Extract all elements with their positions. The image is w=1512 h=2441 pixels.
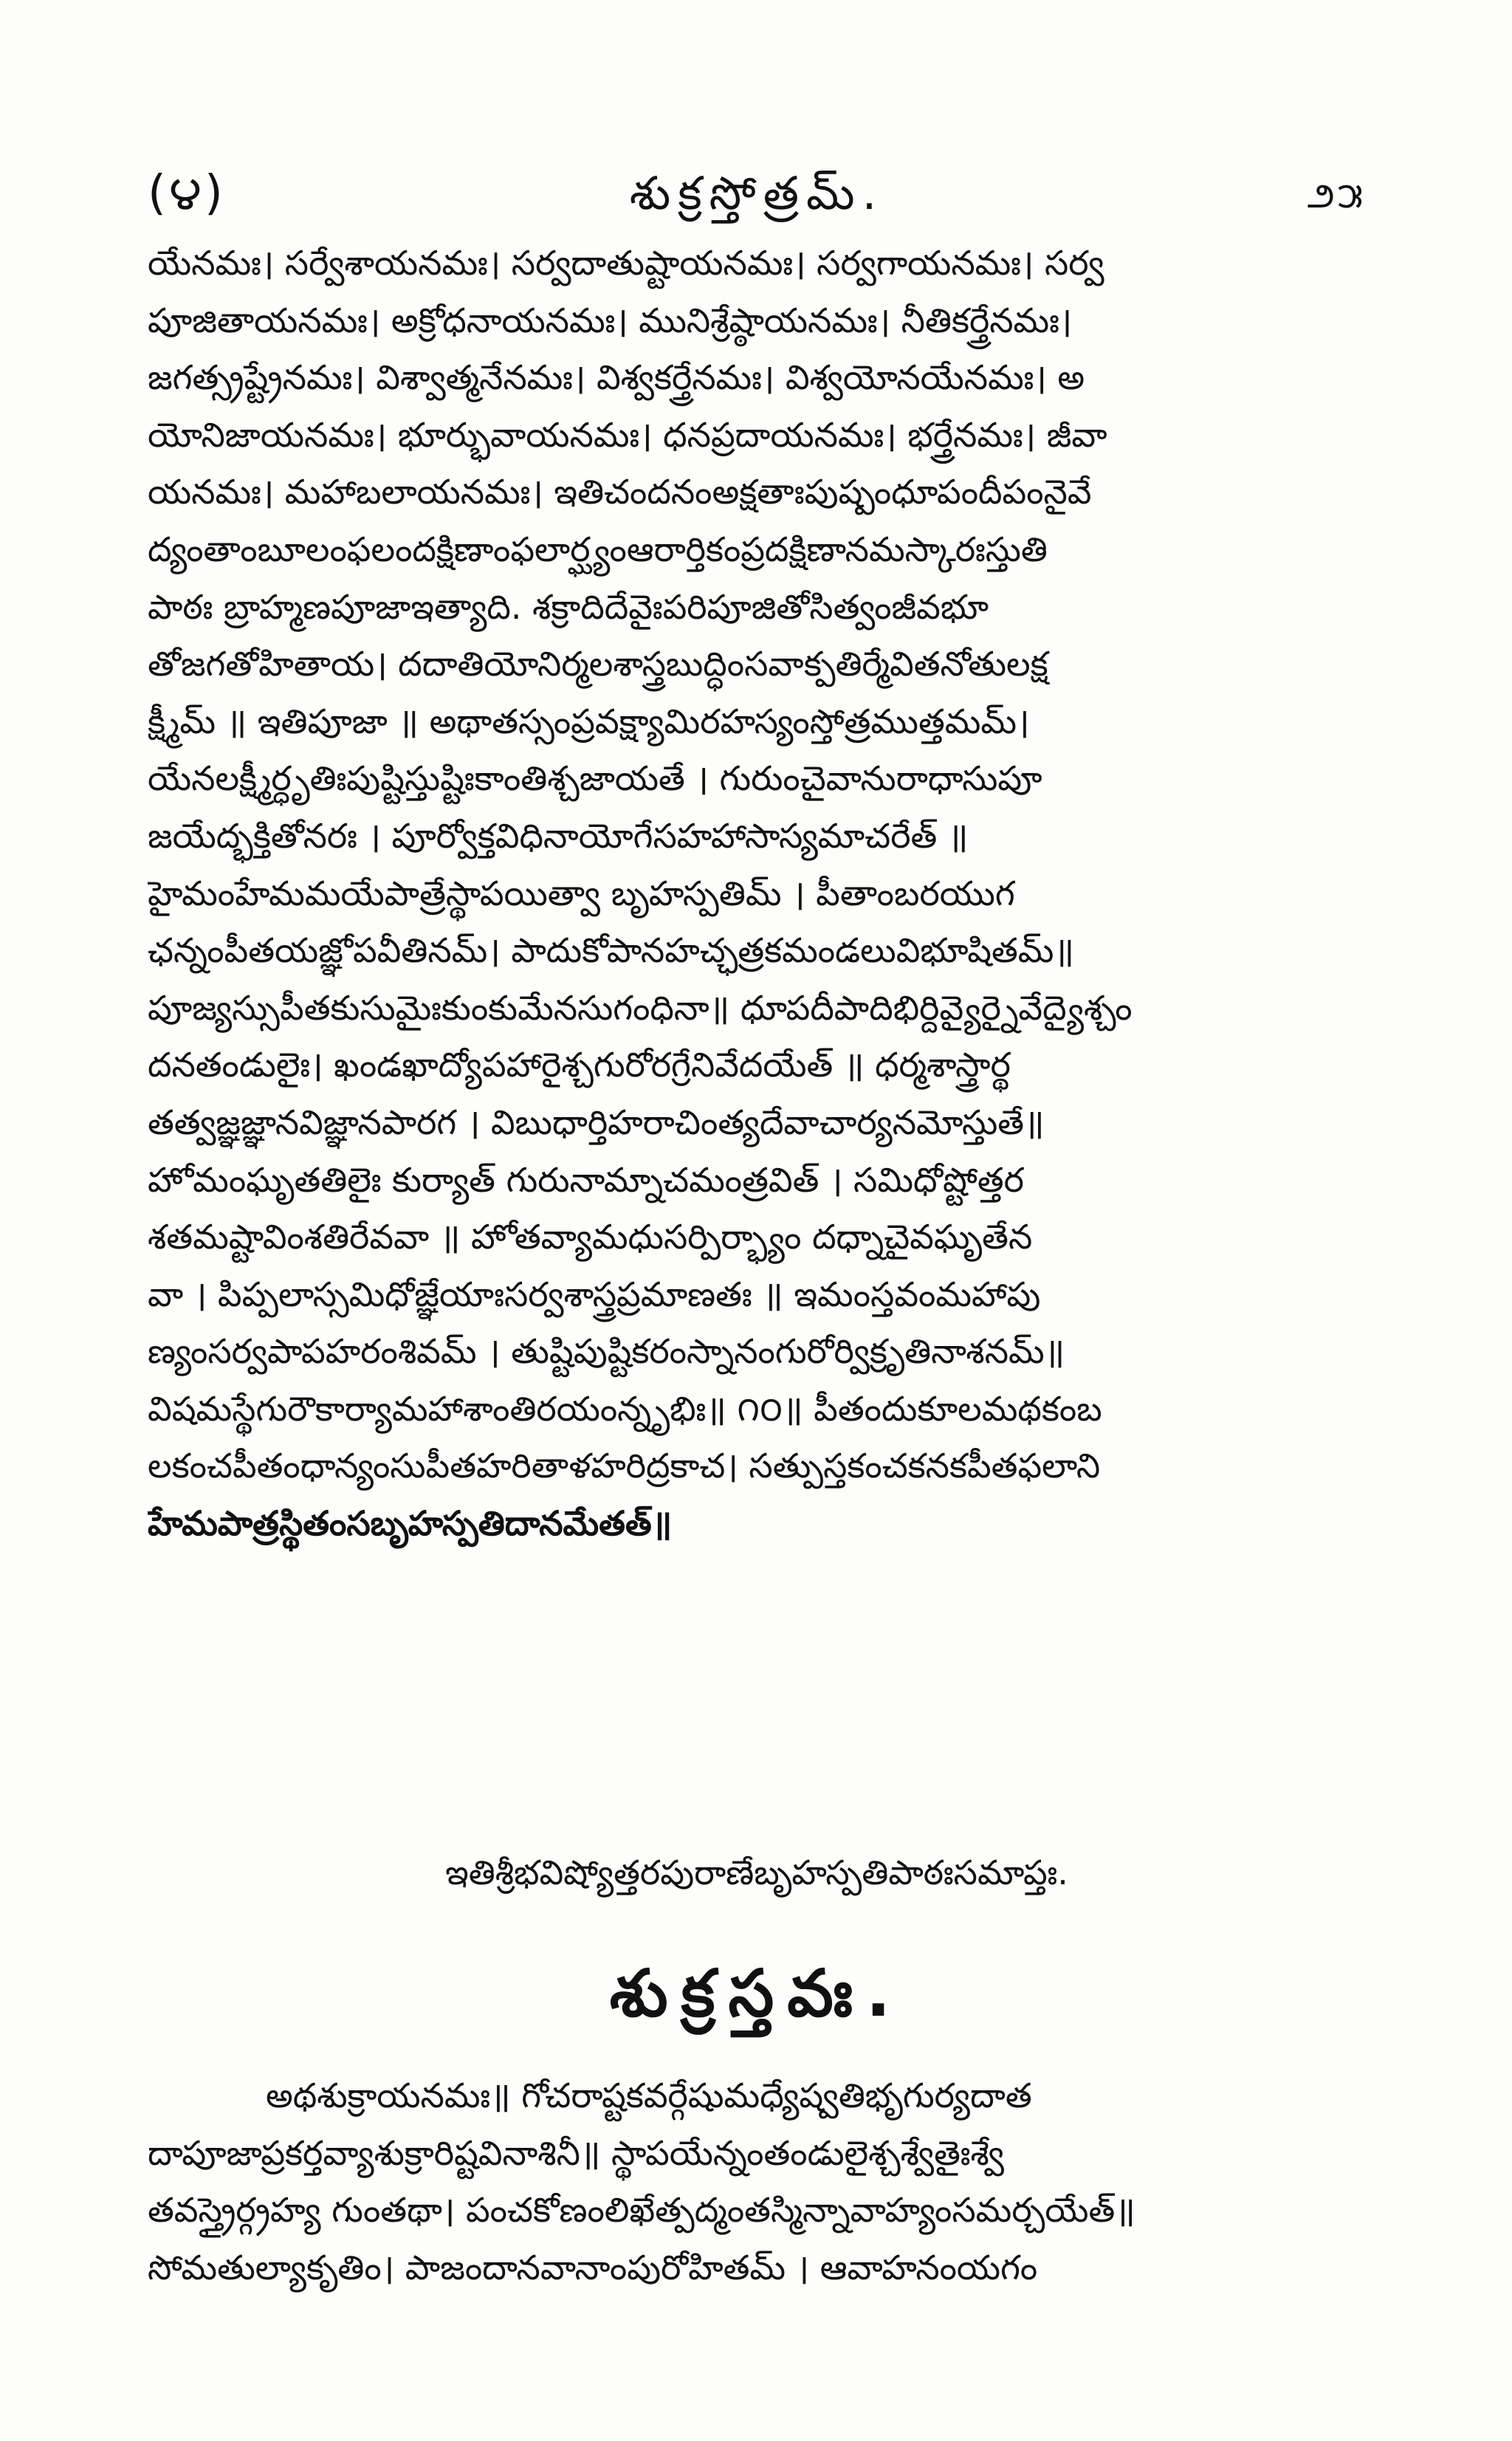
text-line: లకంచపీతంధాన్యంసుపీతహరితాళహరిద్రకాచ। సత్పుస్తకంచకనకపీతఫలాని <box>148 1446 1101 1486</box>
text-line: యేనలక్ష్మీర్ధృతిఃపుష్టిస్తుష్టిఃకాంతిశ్చజాయతే । గురుంచైవానురాధాసుపూ <box>148 758 1042 799</box>
section-heading: శుక్రస్తవః. <box>609 1955 904 2031</box>
text-line: తత్వజ్ఞజ్ఞానవిజ్ఞానపారగ । విబుధార్తిహరాచింత్యదేవాచార్యనమోస్తుతే॥ <box>148 1102 1045 1142</box>
text-line: విషమస్థేగురౌకార్యామహాశాంతిరయంన్నృభిః॥ ౧౦॥ పీతందుకూలమథకంబ <box>148 1388 1102 1429</box>
text-line: దనతండులైః। ఖండఖాద్యోపహారైశ్చగురోరగ్రేనివేదయేత్ ॥ ధర్మశాస్త్రార్థ <box>148 1045 1011 1085</box>
text-line: జగత్స్రష్ట్రేనమః। విశ్వాత్మనేనమః। విశ్వకర్త్రేనమః। విశ్వయోనయేనమః। అ <box>148 357 1085 398</box>
text-line: పూజితాయనమః। అక్రోధనాయనమః। మునిశ్రేష్ఠాయనమః। నీతికర్త్రేనమః। <box>148 300 1073 340</box>
text-line: తోజగతోహితాయ। దదాతియోనిర్మలశాస్త్రబుద్ధింసవాక్పతిర్మేవితనోతులక్ష <box>148 644 1048 684</box>
text-line: పూజ్యస్సుపీతకుసుమైఃకుంకుమేనసుగంధినా॥ ధూపదీపాదిభిర్దివ్యైర్నైవేద్యైశ్చం <box>148 987 1133 1028</box>
page-number: (౪) <box>148 166 226 221</box>
text-line: యోనిజాయనమః। భూర్భువాయనమః। ధనప్రదాయనమః। భర్త్రేనమః। జీవా <box>148 414 1107 455</box>
text-line: శతమష్టావింశతిరేవవా ॥ హోతవ్యామధుసర్పిర్భ్యాం దధ్నాచైవఘృతేన <box>148 1217 1033 1257</box>
text-line: ఛన్నంపీతయజ్ఞోపవీతినమ్। పాదుకోపానహచ్ఛత్రకమండలువిభూషితమ్॥ <box>148 930 1075 971</box>
text-line: హేమపాత్రస్థితంసబృహస్పతిదానమేతత్॥ <box>148 1503 673 1544</box>
text-line: వా । పిప్పలాస్సమిధోజ్ఞేయాఃసర్వశాస్త్రప్రమాణతః ॥ ఇమంస్తవంమహాపు <box>148 1274 1041 1314</box>
running-title: శుక్రస్తోత్రమ్. <box>629 166 884 220</box>
text-line: ణ్యంసర్వపాపహరంశివమ్ । తుష్టిపుష్టికరంస్నానంగురోర్విక్రృతినాశనమ్॥ <box>148 1331 1065 1372</box>
page-header <box>148 166 1366 233</box>
section-text <box>148 2067 1366 2296</box>
body-text <box>148 235 1366 1553</box>
text-line: క్ష్మీమ్ ॥ ఇతిపూజా ॥ అథాతస్సంప్రవక్ష్యామిరహస్యంస్తోత్రముత్తమమ్। <box>148 701 1030 741</box>
text-line: యనమః। మహాబలాయనమః। ఇతిచందనంఅక్షతాఃపుష్పంధూపందీపంనైవే <box>148 472 1092 512</box>
text-line: పాఠః బ్రాహ్మణపూజాఇత్యాది. శక్రాదిదేవైఃపరిపూజితోసిత్వంజీవభూ <box>148 586 989 627</box>
page-signature: ౨౫ <box>1307 175 1366 216</box>
text-line: అథశుక్రాయనమః॥ గోచరాష్టకవర్గేషుమధ్యేష్వతిభృగుర్యదాత <box>266 2076 1032 2115</box>
text-line: దాపూజాప్రకర్తవ్యాశుక్రారిష్టవినాశినీ॥ స్థాపయేన్నంతండులైశ్చశ్వేతైఃశ్వే <box>148 2132 1004 2173</box>
colophon: ఇతిశ్రీభవిష్యోత్తరపురాణేబృహస్పతిపాఠఃసమాప్తః. <box>445 1853 1068 1892</box>
text-line: జయేద్భక్తితోనరః । పూర్వోక్తవిధినాయోగేసహహాసాస్యమాచరేత్ ॥ <box>148 815 969 856</box>
text-line: తవస్త్రైర్గ్రహ్య గుంతథా। పంచకోణంలిఖేత్పద్మంతస్మిన్నావాహ్యంసమర్చయేత్॥ <box>148 2190 1135 2231</box>
text-line: ద్యంతాంబూలంఫలందక్షిణాంఫలార్ఘ్యంఆరార్తికంప్రదక్షిణానమస్కారఃస్తుతి <box>148 529 1048 569</box>
text-line: హోమంఘృతతిలైః కుర్యాత్ గురునామ్నాచమంత్రవిత్ । సమిధోష్టోత్తర <box>148 1159 1024 1200</box>
text-line: హైమంహేమమయేపాత్రేస్థాపయిత్వా బృహస్పతిమ్ । పీతాంబరయుగ <box>148 873 1015 913</box>
text-line: యేనమః। సర్వేశాయనమః। సర్వదాతుష్టాయనమః। సర్వగాయనమః। సర్వ <box>148 243 1104 283</box>
text-line: సోమతుల్యాకృతిం। పాజందానవానాంపురోహితమ్ । ఆవాహనంయగం <box>148 2247 1038 2287</box>
